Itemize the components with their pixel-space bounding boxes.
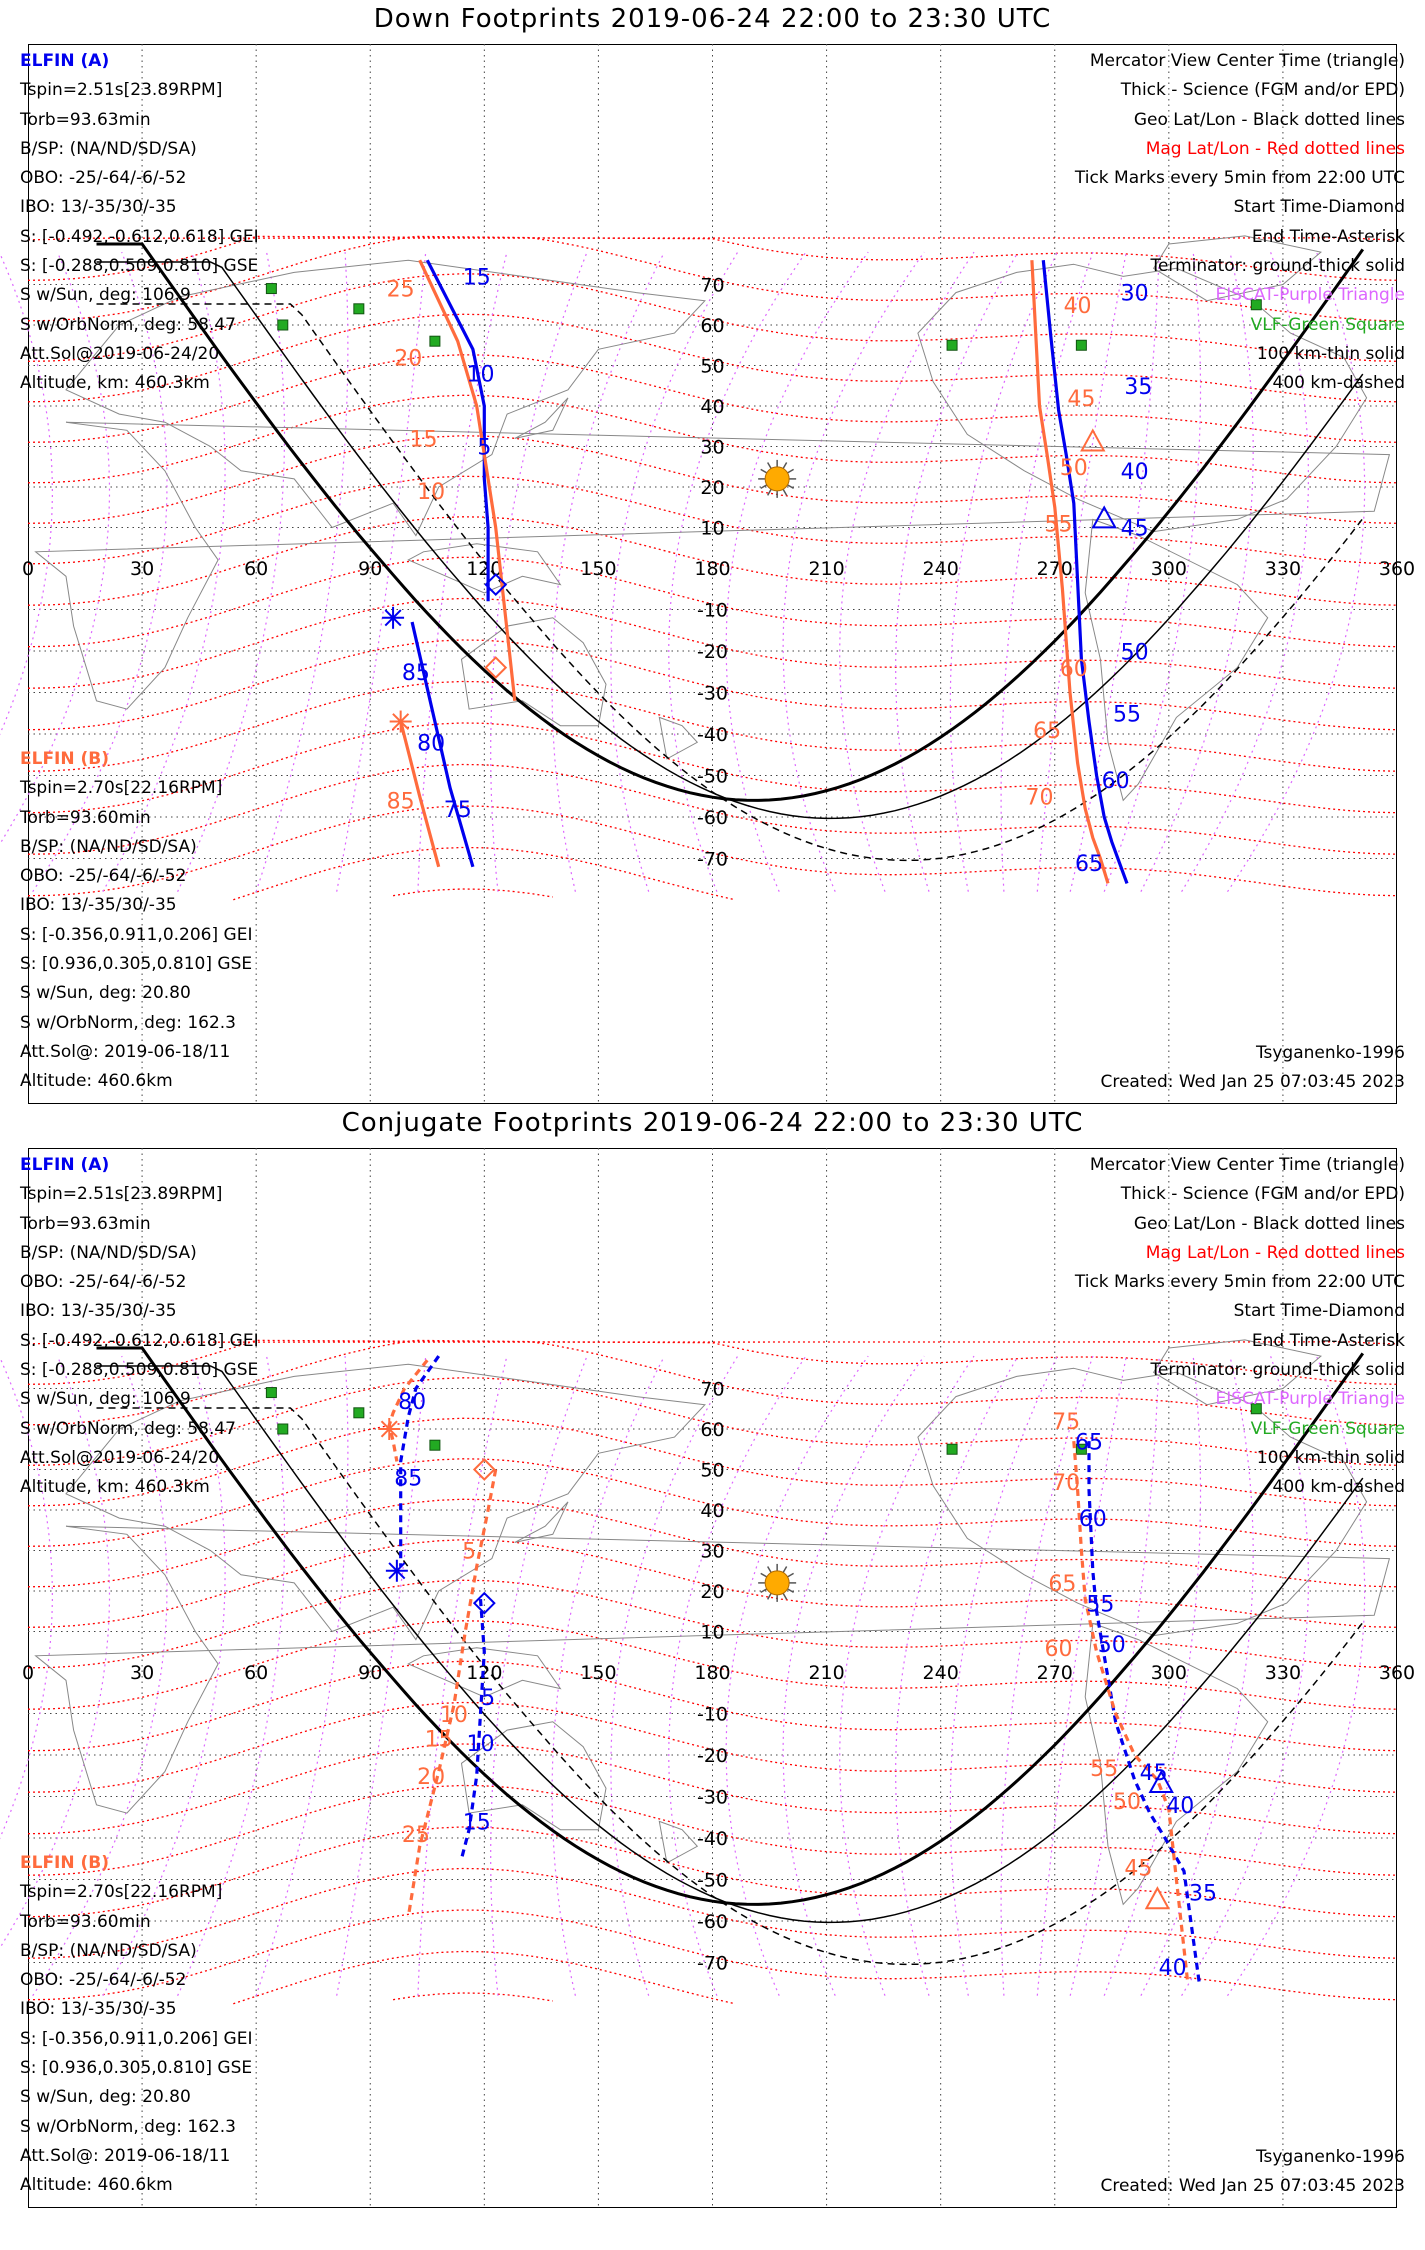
lat-tick-label: -30 xyxy=(696,1786,729,1809)
elfin-a-info-down xyxy=(20,47,259,399)
elfin-b-tick-label: 45 xyxy=(1124,1856,1153,1882)
lat-tick-label: -50 xyxy=(696,1869,729,1892)
info-line: S: [-0.288,0.509,0.810] GSE xyxy=(20,1360,259,1381)
lat-tick-label: 20 xyxy=(700,477,725,499)
info-line: S: [-0.288,0.509,0.810] GSE xyxy=(20,256,259,277)
lon-tick-label: 0 xyxy=(21,1662,35,1684)
legend-line: Thick - Science (FGM and/or EPD) xyxy=(1120,1184,1405,1205)
lat-tick-label: -20 xyxy=(696,641,729,663)
lat-tick-label: 70 xyxy=(700,1378,725,1401)
lon-tick-label: 150 xyxy=(580,1662,617,1684)
info-line: S: [-0.492,-0.612,0.618] GEI xyxy=(20,226,259,247)
lat-tick-label: -20 xyxy=(696,1745,729,1767)
legend-line: Tick Marks every 5min from 22:00 UTC xyxy=(1074,168,1405,189)
vlf-square-icon xyxy=(278,320,288,330)
panel-title-conjugate: Conjugate Footprints 2019-06-24 22:00 to 23:30 UTC xyxy=(341,1108,1084,1138)
info-line: Att.Sol@: 2019-06-18/11 xyxy=(20,2145,231,2166)
elfin-a-tick-label: 55 xyxy=(1086,1592,1115,1618)
legend-line: Geo Lat/Lon - Black dotted lines xyxy=(1133,109,1405,130)
legend-line: Mag Lat/Lon - Red dotted lines xyxy=(1145,1242,1405,1263)
legend-down xyxy=(1075,47,1405,399)
info-line: Torb=93.60min xyxy=(20,807,151,828)
lon-tick-label: 90 xyxy=(358,558,383,580)
info-line: Torb=93.63min xyxy=(20,109,151,130)
lon-tick-label: 300 xyxy=(1150,558,1187,580)
elfin-b-tick-label: 50 xyxy=(1113,1789,1142,1815)
lat-tick-label: 70 xyxy=(700,274,725,297)
elfin-a-tick-label: 60 xyxy=(1101,768,1130,794)
lat-tick-label: 60 xyxy=(700,1419,725,1441)
info-line: S w/OrbNorm, deg: 162.3 xyxy=(20,1012,237,1033)
legend-line: 100 km-thin solid xyxy=(1256,1447,1405,1468)
elfin-a-tick-label: 80 xyxy=(417,731,446,757)
legend-line: Start Time-Diamond xyxy=(1233,1301,1405,1322)
lat-tick-label: -40 xyxy=(696,724,729,746)
lat-tick-label: 10 xyxy=(700,1621,725,1644)
lon-tick-label: 90 xyxy=(358,1662,383,1684)
info-line: IBO: 13/-35/30/-35 xyxy=(20,895,177,916)
lon-tick-label: 270 xyxy=(1036,558,1073,580)
info-line: S w/Sun, deg: 106.9 xyxy=(20,285,191,306)
model-label-down: Tsyganenko-1996 xyxy=(1255,1043,1405,1063)
elfin-b-tick-label: 70 xyxy=(1052,1470,1081,1496)
vlf-square-icon xyxy=(947,1444,957,1454)
elfin-b-tick-label: 45 xyxy=(1067,387,1096,412)
lon-tick-label: 270 xyxy=(1036,1662,1073,1684)
sun-disk xyxy=(765,467,789,491)
info-line: S w/OrbNorm, deg: 58.47 xyxy=(20,1418,237,1439)
lat-tick-label: -60 xyxy=(696,1911,729,1933)
info-line: S: [-0.356,0.911,0.206] GEI xyxy=(20,2028,253,2049)
info-header: ELFIN (B) xyxy=(20,749,110,769)
info-header: ELFIN (B) xyxy=(20,1853,110,1873)
created-label-conjugate: Created: Wed Jan 25 07:03:45 2023 xyxy=(1100,2176,1405,2196)
lon-tick-label: 210 xyxy=(808,558,845,580)
elfin-a-tick-label: 10 xyxy=(466,1731,495,1757)
legend-line: Terminator: ground-thick solid xyxy=(1150,256,1405,277)
lat-tick-label: 20 xyxy=(700,1581,725,1603)
end-asterisk-b-icon xyxy=(390,711,412,733)
info-line: B/SP: (NA/ND/SD/SA) xyxy=(20,1242,197,1263)
legend-line: Mercator View Center Time (triangle) xyxy=(1089,1155,1405,1175)
info-line: B/SP: (NA/ND/SD/SA) xyxy=(20,836,197,857)
lon-tick-label: 60 xyxy=(244,558,269,580)
elfin-b-tick-label: 75 xyxy=(1052,1410,1081,1435)
legend-line: 400 km-dashed xyxy=(1272,373,1405,394)
model-label-conjugate: Tsyganenko-1996 xyxy=(1255,2147,1405,2167)
legend-line: Terminator: ground-thick solid xyxy=(1150,1360,1405,1381)
elfin-a-tick-label: 30 xyxy=(1120,281,1149,307)
elfin-a-tick-label: 40 xyxy=(1120,459,1149,485)
lat-tick-label: 40 xyxy=(700,1500,725,1522)
info-line: S: [0.936,0.305,0.810] GSE xyxy=(20,2058,253,2079)
lat-tick-label: 30 xyxy=(700,1540,725,1563)
legend-line: End Time-Asterisk xyxy=(1251,1330,1405,1351)
elfin-a-tick-label: 40 xyxy=(1158,1955,1187,1981)
info-line: S w/Sun, deg: 20.80 xyxy=(20,2087,191,2108)
elfin-a-tick-label: 35 xyxy=(1189,1881,1218,1907)
lon-tick-label: 180 xyxy=(694,558,731,580)
lat-tick-label: 60 xyxy=(700,315,725,337)
lat-tick-label: 30 xyxy=(700,436,725,459)
info-line: S: [0.936,0.305,0.810] GSE xyxy=(20,954,253,975)
elfin-b-tick-label: 5 xyxy=(462,1539,477,1565)
elfin-a-tick-label: 45 xyxy=(1120,516,1149,542)
vlf-square-icon xyxy=(354,304,364,314)
legend-line: VLF-Green Square xyxy=(1250,1418,1405,1439)
elfin-a-tick-label: 75 xyxy=(443,798,472,823)
elfin-a-tick-label: 40 xyxy=(1166,1794,1195,1820)
panel-title-down: Down Footprints 2019-06-24 22:00 to 23:30 UTC xyxy=(373,4,1052,34)
end-asterisk-b-icon xyxy=(378,1418,400,1440)
info-header: ELFIN (A) xyxy=(20,1155,110,1175)
elfin-b-tick-label: 50 xyxy=(1059,455,1088,481)
end-asterisk-a-icon xyxy=(386,1560,408,1582)
legend-line: Thick - Science (FGM and/or EPD) xyxy=(1120,80,1405,101)
legend-line: EISCAT-Purple Triangle xyxy=(1215,285,1405,306)
elfin-b-tick-label: 15 xyxy=(409,427,438,453)
lat-tick-label: 40 xyxy=(700,396,725,418)
info-line: B/SP: (NA/ND/SD/SA) xyxy=(20,138,197,159)
elfin-a-tick-label: 50 xyxy=(1097,1632,1126,1658)
legend-line: End Time-Asterisk xyxy=(1251,226,1405,247)
elfin-b-tick-label: 65 xyxy=(1048,1572,1077,1597)
legend-line: Mercator View Center Time (triangle) xyxy=(1089,51,1405,71)
lat-tick-label: -70 xyxy=(696,848,729,871)
lon-tick-label: 360 xyxy=(1378,558,1416,580)
lon-tick-label: 120 xyxy=(466,1662,503,1684)
legend-line: VLF-Green Square xyxy=(1250,314,1405,335)
lon-tick-label: 300 xyxy=(1150,1662,1187,1684)
legend-line: 100 km-thin solid xyxy=(1256,343,1405,364)
elfin-b-tick-label: 85 xyxy=(386,789,415,815)
info-line: S w/OrbNorm, deg: 162.3 xyxy=(20,2116,237,2137)
info-line: IBO: 13/-35/30/-35 xyxy=(20,1301,177,1322)
elfin-b-tick-label: 25 xyxy=(386,277,415,303)
lat-tick-label: -40 xyxy=(696,1828,729,1850)
elfin-a-tick-label: 45 xyxy=(1139,1760,1168,1786)
elfin-b-tick-label: 65 xyxy=(1033,719,1062,745)
elfin-a-tick-label: 15 xyxy=(462,265,491,291)
elfin-a-tick-label: 80 xyxy=(398,1389,427,1415)
info-line: S: [-0.356,0.911,0.206] GEI xyxy=(20,924,253,945)
info-line: S: [-0.492,-0.612,0.618] GEI xyxy=(20,1330,259,1351)
info-line: S w/Sun, deg: 20.80 xyxy=(20,983,191,1004)
elfin-b-tick-label: 40 xyxy=(1063,293,1092,319)
lat-tick-label: -10 xyxy=(696,1703,729,1726)
lon-tick-label: 360 xyxy=(1378,1662,1416,1684)
elfin-a-info-conjugate xyxy=(20,1151,259,1503)
lon-tick-label: 120 xyxy=(466,558,503,580)
elfin-b-tick-label: 15 xyxy=(424,1727,453,1753)
lon-tick-label: 150 xyxy=(580,558,617,580)
elfin-a-tick-label: 15 xyxy=(462,1810,491,1836)
info-line: IBO: 13/-35/30/-35 xyxy=(20,197,177,218)
lon-tick-label: 180 xyxy=(694,1662,731,1684)
created-label-down: Created: Wed Jan 25 07:03:45 2023 xyxy=(1100,1072,1405,1092)
info-line: Torb=93.60min xyxy=(20,1911,151,1932)
info-line: OBO: -25/-64/-6/-52 xyxy=(20,866,187,887)
info-line: Altitude, km: 460.3km xyxy=(20,373,210,394)
info-header: ELFIN (A) xyxy=(20,51,110,71)
info-line: Tspin=2.70s[22.16RPM] xyxy=(20,1882,223,1903)
lat-tick-label: -70 xyxy=(696,1952,729,1975)
info-line: Altitude, km: 460.3km xyxy=(20,1477,210,1498)
lat-tick-label: 50 xyxy=(700,1459,725,1482)
elfin-a-tick-label: 85 xyxy=(394,1466,423,1492)
info-line: Att.Sol@2019-06-24/20 xyxy=(20,1447,220,1468)
lon-tick-label: 0 xyxy=(21,558,35,580)
elfin-a-tick-label: 35 xyxy=(1124,374,1153,400)
info-line: Tspin=2.51s[23.89RPM] xyxy=(20,80,223,101)
info-line: B/SP: (NA/ND/SD/SA) xyxy=(20,1940,197,1961)
legend-line: Start Time-Diamond xyxy=(1233,197,1405,218)
info-line: S w/Sun, deg: 106.9 xyxy=(20,1389,191,1410)
elfin-a-tick-label: 65 xyxy=(1074,851,1103,877)
vlf-square-icon xyxy=(278,1424,288,1434)
lon-tick-label: 330 xyxy=(1264,1662,1302,1684)
elfin-b-info-down xyxy=(20,745,252,1097)
elfin-b-tick-label: 10 xyxy=(417,480,446,506)
elfin-b-tick-label: 20 xyxy=(394,346,423,372)
info-line: Altitude: 460.6km xyxy=(20,2175,173,2196)
lon-tick-label: 240 xyxy=(922,558,959,580)
lon-tick-label: 30 xyxy=(129,558,155,580)
info-line: Att.Sol@2019-06-24/20 xyxy=(20,343,220,364)
elfin-a-tick-label: 65 xyxy=(1074,1430,1103,1456)
legend-conjugate xyxy=(1075,1151,1405,1503)
info-line: OBO: -25/-64/-6/-52 xyxy=(20,168,187,189)
lat-tick-label: -10 xyxy=(696,599,729,622)
elfin-a-tick-label: 85 xyxy=(401,661,430,687)
lon-tick-label: 30 xyxy=(129,1662,155,1684)
vlf-square-icon xyxy=(354,1408,364,1418)
info-line: Att.Sol@: 2019-06-18/11 xyxy=(20,1041,231,1062)
elfin-b-tick-label: 10 xyxy=(439,1702,468,1728)
legend-line: 400 km-dashed xyxy=(1272,1477,1405,1498)
info-line: Altitude: 460.6km xyxy=(20,1071,173,1092)
lon-tick-label: 330 xyxy=(1264,558,1302,580)
lat-tick-label: 50 xyxy=(700,355,725,378)
elfin-b-tick-label: 70 xyxy=(1025,785,1054,811)
elfin-b-tick-label: 55 xyxy=(1044,512,1073,538)
lat-tick-label: -30 xyxy=(696,682,729,705)
elfin-a-tick-label: 50 xyxy=(1120,640,1149,666)
info-line: IBO: 13/-35/30/-35 xyxy=(20,1999,177,2020)
elfin-b-tick-label: 25 xyxy=(401,1823,430,1849)
lat-tick-label: 10 xyxy=(700,517,725,540)
elfin-a-tick-label: 60 xyxy=(1078,1507,1107,1533)
legend-line: Tick Marks every 5min from 22:00 UTC xyxy=(1074,1272,1405,1293)
info-line: Tspin=2.51s[23.89RPM] xyxy=(20,1184,223,1205)
vlf-square-icon xyxy=(947,340,957,350)
elfin-b-tick-label: 60 xyxy=(1059,656,1088,682)
info-line: S w/OrbNorm, deg: 58.47 xyxy=(20,314,237,335)
elfin-b-tick-label: 60 xyxy=(1044,1636,1073,1662)
lat-tick-label: -60 xyxy=(696,807,729,829)
elfin-a-tick-label: 10 xyxy=(466,362,495,388)
info-line: Tspin=2.70s[22.16RPM] xyxy=(20,778,223,799)
sun-disk xyxy=(765,1571,789,1595)
legend-line: Geo Lat/Lon - Black dotted lines xyxy=(1133,1213,1405,1234)
legend-line: EISCAT-Purple Triangle xyxy=(1215,1389,1405,1410)
lon-tick-label: 210 xyxy=(808,1662,845,1684)
lon-tick-label: 60 xyxy=(244,1662,269,1684)
vlf-square-icon xyxy=(430,1440,440,1450)
elfin-b-tick-label: 55 xyxy=(1090,1756,1119,1782)
info-line: Torb=93.63min xyxy=(20,1213,151,1234)
elfin-a-tick-label: 5 xyxy=(481,1686,496,1712)
lat-tick-label: -50 xyxy=(696,765,729,788)
elfin-a-tick-label: 5 xyxy=(477,435,492,461)
vlf-square-icon xyxy=(266,284,276,294)
lon-tick-label: 240 xyxy=(922,1662,959,1684)
legend-line: Mag Lat/Lon - Red dotted lines xyxy=(1145,138,1405,159)
vlf-square-icon xyxy=(430,336,440,346)
end-asterisk-a-icon xyxy=(382,607,404,629)
vlf-square-icon xyxy=(266,1388,276,1398)
elfin-b-tick-label: 20 xyxy=(417,1765,446,1791)
elfin-b-info-conjugate xyxy=(20,1849,252,2201)
elfin-a-tick-label: 55 xyxy=(1113,702,1142,728)
info-line: OBO: -25/-64/-6/-52 xyxy=(20,1272,187,1293)
info-line: OBO: -25/-64/-6/-52 xyxy=(20,1970,187,1991)
